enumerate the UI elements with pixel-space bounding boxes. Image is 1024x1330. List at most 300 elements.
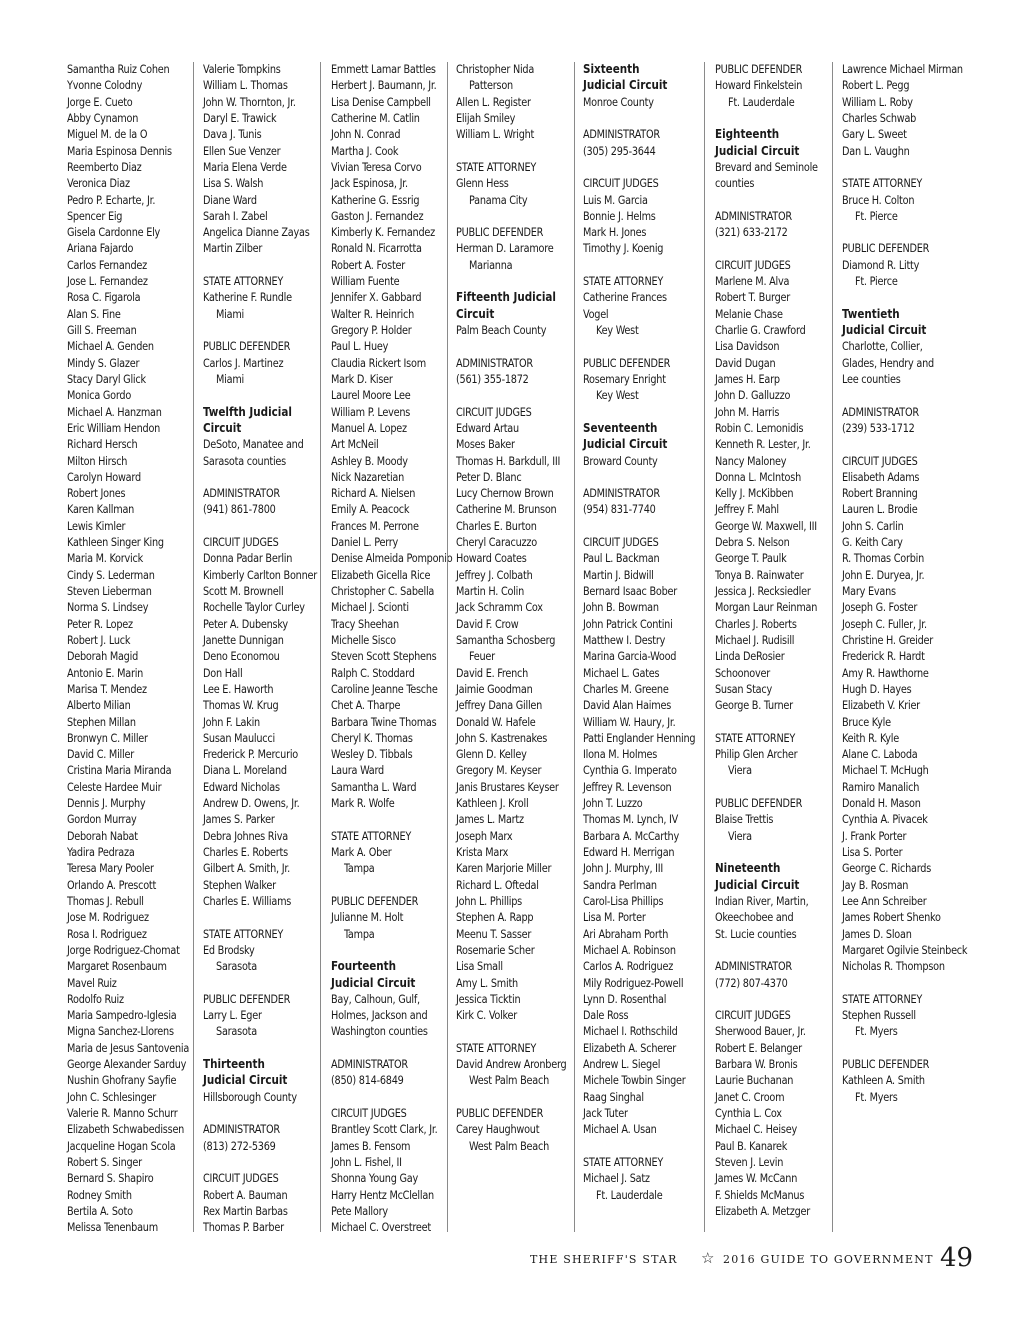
directory-entry: George C. Richards bbox=[842, 861, 932, 876]
directory-entry: Kimberly Carlton Bonner bbox=[203, 567, 317, 582]
directory-entry: Kathleen A. Smith bbox=[842, 1073, 925, 1088]
spacer bbox=[203, 469, 322, 485]
directory-entry: Paul L. Huey bbox=[331, 339, 389, 354]
spacer bbox=[715, 714, 834, 730]
directory-entry: Palm Beach County bbox=[456, 323, 547, 337]
directory-entry: Lynn D. Rosenthal bbox=[583, 991, 667, 1006]
directory-entry: Linda DeRosier bbox=[715, 649, 785, 664]
office-location: West Palm Beach bbox=[469, 1073, 549, 1088]
directory-entry: Nick Nazaretian bbox=[331, 469, 405, 484]
spacer bbox=[842, 224, 961, 240]
directory-entry: Charlotte, Collier, bbox=[842, 339, 923, 354]
circuit-heading: Eighteenth bbox=[715, 126, 780, 142]
directory-entry: Karen Kallman bbox=[67, 502, 135, 517]
directory-entry: Hillsborough County bbox=[203, 1089, 297, 1104]
spacer bbox=[203, 1040, 322, 1056]
directory-entry: Mark D. Kiser bbox=[331, 371, 393, 386]
directory-entry: Cheryl K. Thomas bbox=[331, 730, 413, 745]
directory-entry: Peter D. Blanc bbox=[456, 469, 522, 484]
directory-entry: Ariana Fajardo bbox=[67, 241, 134, 256]
directory-entry: Larry L. Eger bbox=[203, 1008, 262, 1023]
spacer bbox=[583, 159, 702, 175]
circuit-heading: Judicial Circuit bbox=[715, 876, 800, 892]
circuit-heading: Judicial Circuit bbox=[842, 322, 927, 337]
directory-entry: PUBLIC DEFENDER bbox=[583, 355, 671, 370]
directory-entry: Andrew L. Siegel bbox=[583, 1057, 661, 1072]
directory-entry: Michael J. Rudisill bbox=[715, 632, 795, 647]
directory-entry: Jose L. Fernandez bbox=[67, 274, 148, 289]
directory-entry: Kimberly K. Fernandez bbox=[331, 225, 436, 240]
directory-entry: Sarah I. Zabel bbox=[203, 208, 268, 223]
spacer bbox=[842, 387, 961, 403]
directory-entry: Mark H. Jones bbox=[583, 225, 647, 240]
directory-entry: Michael A. Hanzman bbox=[67, 404, 162, 419]
directory-entry: David Dugan bbox=[715, 355, 776, 370]
circuit-heading: Twentieth bbox=[842, 305, 900, 321]
directory-entry: Thomas J. Rebull bbox=[67, 893, 144, 908]
office-location: Ft. Myers bbox=[855, 1089, 898, 1104]
directory-entry: Lisa S. Porter bbox=[842, 845, 903, 859]
directory-entry: Teresa Mary Pooler bbox=[67, 861, 154, 876]
directory-entry: Carlos Fernandez bbox=[67, 257, 147, 272]
directory-entry: Mily Rodriguez-Powell bbox=[583, 975, 684, 990]
directory-entry: Deborah Magid bbox=[67, 649, 139, 664]
directory-entry: Janet C. Croom bbox=[715, 1089, 785, 1104]
directory-entry: Debra Johnes Riva bbox=[203, 828, 288, 843]
directory-column bbox=[715, 61, 834, 1219]
directory-entry: Jack Espinosa, Jr. bbox=[331, 176, 408, 191]
spacer bbox=[583, 1138, 702, 1154]
office-location: Miami bbox=[216, 371, 245, 386]
directory-entry: Gilbert A. Smith, Jr. bbox=[203, 861, 290, 876]
directory-entry: John W. Thornton, Jr. bbox=[203, 94, 296, 109]
directory-entry: James B. Fensom bbox=[331, 1138, 411, 1153]
spacer bbox=[331, 1040, 450, 1056]
directory-entry: Robert Branning bbox=[842, 486, 918, 501]
directory-entry: Deno Economou bbox=[203, 649, 280, 664]
directory-entry: Broward County bbox=[583, 453, 658, 468]
directory-entry: DeSoto, Manatee and bbox=[203, 437, 304, 452]
spacer bbox=[331, 877, 450, 893]
directory-entry: Elijah Smiley bbox=[456, 110, 516, 125]
directory-entry: Yadira Pedraza bbox=[67, 845, 135, 859]
directory-entry: Chet A. Tharpe bbox=[331, 698, 401, 713]
directory-entry: Timothy J. Koenig bbox=[583, 241, 664, 256]
directory-entry: Walter R. Heinrich bbox=[331, 306, 414, 321]
directory-entry: Margaret Rosenbaum bbox=[67, 959, 167, 974]
spacer bbox=[456, 208, 575, 224]
directory-entry: ADMINISTRATOR bbox=[583, 127, 660, 142]
directory-entry: Schoonover bbox=[715, 665, 770, 680]
directory-entry: PUBLIC DEFENDER bbox=[715, 796, 803, 811]
directory-entry: Deborah Nabat bbox=[67, 828, 138, 843]
directory-entry: Daryl E. Trawick bbox=[203, 110, 277, 125]
spacer bbox=[203, 1105, 322, 1121]
directory-entry: Michael I. Rothschild bbox=[583, 1024, 678, 1039]
directory-entry: Barbara A. McCarthy bbox=[583, 828, 679, 843]
column-divider bbox=[574, 62, 575, 1232]
directory-entry: James W. McCann bbox=[715, 1171, 798, 1186]
directory-entry: Robert A. Foster bbox=[331, 257, 406, 272]
directory-entry: Jack Schramm Cox bbox=[456, 600, 543, 615]
office-location: Viera bbox=[728, 828, 752, 843]
directory-entry: Kathleen Singer King bbox=[67, 535, 164, 550]
directory-entry: Vogel bbox=[583, 306, 609, 321]
directory-entry: Glenn D. Kelley bbox=[456, 747, 527, 762]
directory-entry: Richard Hersch bbox=[67, 437, 138, 452]
directory-entry: Orlando A. Prescott bbox=[67, 877, 157, 892]
directory-entry: Hugh D. Hayes bbox=[842, 681, 912, 696]
directory-entry: CIRCUIT JUDGES bbox=[456, 404, 532, 419]
directory-entry: Laura Ward bbox=[331, 763, 384, 778]
directory-entry: Richard A. Nielsen bbox=[331, 486, 416, 501]
directory-entry: Howard Coates bbox=[456, 551, 527, 566]
directory-entry: Mindy S. Glazer bbox=[67, 355, 140, 370]
circuit-heading: Circuit bbox=[203, 419, 242, 435]
directory-column bbox=[67, 61, 190, 1236]
directory-entry: George W. Maxwell, III bbox=[715, 518, 817, 533]
directory-entry: Janis Brustares Keyser bbox=[456, 779, 559, 794]
directory-entry: Stacy Daryl Glick bbox=[67, 371, 146, 386]
directory-entry: Diane Ward bbox=[203, 192, 257, 207]
directory-entry: Robert J. Luck bbox=[67, 632, 131, 647]
directory-entry: Jessica J. Recksiedler bbox=[715, 584, 811, 598]
spacer bbox=[715, 844, 834, 860]
directory-entry: G. Keith Cary bbox=[842, 535, 903, 550]
office-location: Key West bbox=[596, 323, 639, 337]
directory-entry: Tonya B. Rainwater bbox=[715, 567, 804, 582]
directory-entry: Sherwood Bauer, Jr. bbox=[715, 1024, 806, 1039]
directory-entry: John N. Conrad bbox=[331, 127, 401, 142]
directory-entry: William Fuente bbox=[331, 274, 400, 289]
directory-entry: Steven J. Levin bbox=[715, 1154, 784, 1169]
directory-entry: Vivian Teresa Corvo bbox=[331, 159, 422, 174]
directory-entry: Jack Tuter bbox=[583, 1106, 628, 1120]
directory-entry: Kirk C. Volker bbox=[456, 1008, 518, 1023]
directory-entry: Claudia Rickert Isom bbox=[331, 355, 426, 370]
directory-entry: (772) 807-4370 bbox=[715, 975, 788, 990]
directory-entry: Carolyn Howard bbox=[67, 469, 141, 484]
directory-entry: John L. Fishel, II bbox=[331, 1154, 402, 1169]
directory-entry: CIRCUIT JUDGES bbox=[331, 1106, 407, 1120]
directory-entry: Indian River, Martin, bbox=[715, 893, 809, 908]
office-location: Sarasota bbox=[216, 959, 257, 974]
directory-entry: Ralph C. Stoddard bbox=[331, 665, 415, 680]
directory-entry: Lucy Chernow Brown bbox=[456, 486, 554, 501]
directory-entry: Brantley Scott Clark, Jr. bbox=[331, 1122, 438, 1137]
directory-entry: Carlos A. Rodriguez bbox=[583, 959, 674, 974]
spacer bbox=[456, 1089, 575, 1105]
directory-entry: Samantha L. Ward bbox=[331, 779, 417, 794]
directory-entry: Nushin Ghofrany Sayfie bbox=[67, 1073, 177, 1088]
directory-entry: Christopher Nida bbox=[456, 62, 535, 76]
directory-entry: CIRCUIT JUDGES bbox=[203, 1171, 279, 1186]
office-location: Ft. Pierce bbox=[855, 274, 898, 289]
spacer bbox=[203, 387, 322, 403]
directory-entry: Lisa S. Walsh bbox=[203, 176, 264, 191]
directory-entry: Samantha Ruiz Cohen bbox=[67, 62, 170, 76]
directory-entry: Bernard Isaac Bober bbox=[583, 584, 678, 598]
directory-entry: James S. Parker bbox=[203, 812, 275, 827]
directory-entry: ADMINISTRATOR bbox=[203, 486, 280, 501]
directory-entry: Norma S. Lindsey bbox=[67, 600, 149, 615]
directory-entry: Robert A. Bauman bbox=[203, 1187, 288, 1202]
directory-entry: Jose M. Rodriguez bbox=[67, 910, 149, 925]
directory-entry: J. Frank Porter bbox=[842, 828, 907, 843]
directory-entry: Michael A. Usan bbox=[583, 1122, 657, 1137]
directory-entry: John T. Luzzo bbox=[583, 796, 643, 811]
directory-entry: Allen L. Register bbox=[456, 94, 531, 109]
directory-entry: Pete Mallory bbox=[331, 1203, 388, 1218]
directory-entry: Bernard S. Shapiro bbox=[67, 1171, 154, 1186]
spacer bbox=[456, 338, 575, 354]
directory-entry: David Andrew Aronberg bbox=[456, 1057, 567, 1072]
spacer bbox=[583, 404, 702, 420]
directory-entry: (561) 355-1872 bbox=[456, 371, 529, 386]
directory-entry: David E. French bbox=[456, 665, 529, 680]
guide-title: 2016 GUIDE TO GOVERNMENT bbox=[723, 1253, 934, 1266]
directory-entry: Michael C. Overstreet bbox=[331, 1220, 431, 1235]
directory-entry: Rosa I. Rodriguez bbox=[67, 926, 147, 941]
directory-entry: Stephen A. Rapp bbox=[456, 910, 534, 925]
directory-entry: James H. Earp bbox=[715, 371, 780, 386]
directory-entry: Elizabeth A. Metzger bbox=[715, 1203, 811, 1218]
directory-entry: (305) 295-3644 bbox=[583, 143, 656, 158]
column-divider bbox=[320, 62, 321, 1232]
directory-entry: Matthew I. Destry bbox=[583, 632, 666, 647]
directory-entry: John Patrick Contini bbox=[583, 616, 673, 631]
directory-entry: Joseph C. Fuller, Jr. bbox=[842, 616, 927, 631]
directory-entry: Martin J. Bidwill bbox=[583, 567, 654, 582]
directory-entry: PUBLIC DEFENDER bbox=[203, 991, 291, 1006]
directory-entry: ADMINISTRATOR bbox=[842, 404, 919, 419]
directory-entry: Ari Abraham Porth bbox=[583, 926, 669, 941]
spacer bbox=[583, 257, 702, 273]
directory-entry: Amy L. Smith bbox=[456, 975, 518, 990]
directory-entry: Donald H. Mason bbox=[842, 796, 921, 811]
directory-entry: Glades, Hendry and bbox=[842, 355, 934, 370]
directory-entry: Charles M. Greene bbox=[583, 681, 669, 696]
spacer bbox=[331, 1089, 450, 1105]
directory-entry: Dan L. Vaughn bbox=[842, 143, 910, 158]
circuit-heading: Fourteenth bbox=[331, 958, 396, 974]
directory-entry: Melanie Chase bbox=[715, 306, 783, 321]
directory-entry: Lewis Kimler bbox=[67, 518, 126, 533]
directory-entry: Melissa Tenenbaum bbox=[67, 1220, 158, 1235]
circuit-heading: Judicial Circuit bbox=[203, 1072, 288, 1088]
spacer bbox=[331, 811, 450, 827]
directory-column bbox=[331, 61, 453, 1236]
spacer bbox=[715, 942, 834, 958]
directory-entry: Diana L. Moreland bbox=[203, 763, 287, 778]
directory-entry: Lauren L. Brodie bbox=[842, 502, 918, 517]
directory-entry: Robert L. Pegg bbox=[842, 78, 910, 93]
directory-entry: Katherine G. Essrig bbox=[331, 192, 420, 207]
directory-entry: Kenneth R. Lester, Jr. bbox=[715, 437, 811, 452]
directory-entry: Charlie G. Crawford bbox=[715, 323, 806, 337]
directory-entry: Frances M. Perrone bbox=[331, 518, 419, 533]
directory-entry: PUBLIC DEFENDER bbox=[842, 1057, 930, 1072]
column-divider bbox=[832, 62, 833, 1232]
spacer bbox=[842, 159, 961, 175]
directory-entry: Elizabeth V. Krier bbox=[842, 698, 920, 713]
spacer bbox=[203, 1154, 322, 1170]
directory-entry: Michael T. McHugh bbox=[842, 763, 929, 778]
directory-entry: Rochelle Taylor Curley bbox=[203, 600, 305, 615]
directory-entry: PUBLIC DEFENDER bbox=[203, 339, 291, 354]
directory-entry: Miguel M. de la O bbox=[67, 127, 148, 142]
directory-entry: John M. Harris bbox=[715, 404, 780, 419]
directory-entry: William W. Haury, Jr. bbox=[583, 714, 676, 729]
spacer bbox=[715, 779, 834, 795]
directory-entry: Margaret Ogilvie Steinbeck bbox=[842, 942, 968, 957]
column-divider bbox=[704, 62, 705, 1232]
directory-entry: Emily A. Peacock bbox=[331, 502, 410, 517]
directory-entry: Rodney Smith bbox=[67, 1187, 132, 1202]
directory-entry: Dava J. Tunis bbox=[203, 127, 262, 142]
directory-entry: Gordon Murray bbox=[67, 812, 137, 827]
circuit-heading: Twelfth Judicial bbox=[203, 403, 292, 419]
directory-entry: Steven Lieberman bbox=[67, 584, 152, 598]
directory-entry: George Alexander Sarduy bbox=[67, 1057, 187, 1072]
directory-entry: Steven Scott Stephens bbox=[331, 649, 437, 664]
directory-entry: Cheryl Caracuzzo bbox=[456, 535, 537, 550]
directory-entry: Gaston J. Fernandez bbox=[331, 208, 424, 223]
directory-entry: Ramiro Manalich bbox=[842, 779, 920, 794]
directory-entry: Lisa Small bbox=[456, 959, 503, 974]
directory-entry: PUBLIC DEFENDER bbox=[456, 225, 544, 240]
spacer bbox=[583, 110, 702, 126]
directory-entry: Diamond R. Litty bbox=[842, 257, 920, 272]
spacer bbox=[842, 436, 961, 452]
directory-entry: Lee Ann Schreiber bbox=[842, 893, 927, 908]
directory-entry: Glenn Hess bbox=[456, 176, 509, 191]
directory-entry: James L. Martz bbox=[456, 812, 524, 827]
directory-entry: Susan Maulucci bbox=[203, 730, 275, 745]
directory-entry: Donna L. McIntosh bbox=[715, 469, 801, 484]
directory-entry: Ashley B. Moody bbox=[331, 453, 408, 468]
spacer bbox=[456, 273, 575, 289]
directory-entry: Laurel Moore Lee bbox=[331, 388, 411, 403]
page-footer bbox=[530, 1243, 974, 1273]
directory-entry: Herbert J. Baumann, Jr. bbox=[331, 78, 437, 93]
directory-entry: STATE ATTORNEY bbox=[842, 176, 923, 191]
directory-entry: Rosa C. Figarola bbox=[67, 290, 141, 305]
directory-entry: Gisela Cardonne Ely bbox=[67, 225, 161, 240]
office-location: Marianna bbox=[469, 257, 513, 272]
directory-entry: Cindy S. Lederman bbox=[67, 567, 155, 582]
directory-entry: Nancy Maloney bbox=[715, 453, 787, 468]
circuit-heading: Nineteenth bbox=[715, 860, 781, 876]
directory-entry: PUBLIC DEFENDER bbox=[842, 241, 930, 256]
directory-entry: Carlos J. Martinez bbox=[203, 355, 284, 370]
directory-entry: STATE ATTORNEY bbox=[203, 274, 284, 289]
directory-column bbox=[842, 61, 968, 1105]
directory-entry: Alberto Milian bbox=[67, 698, 131, 713]
directory-column bbox=[203, 61, 322, 1236]
directory-entry: John L. Phillips bbox=[456, 893, 523, 908]
directory-entry: PUBLIC DEFENDER bbox=[331, 893, 419, 908]
directory-entry: Eric William Hendon bbox=[67, 420, 161, 435]
directory-entry: Reemberto Diaz bbox=[67, 159, 142, 174]
directory-entry: Barbara Twine Thomas bbox=[331, 714, 437, 729]
page-number: 49 bbox=[940, 1243, 974, 1273]
spacer bbox=[456, 1023, 575, 1039]
directory-entry: Cristina Maria Miranda bbox=[67, 763, 172, 778]
circuit-heading: Sixteenth bbox=[583, 61, 640, 76]
spacer bbox=[203, 322, 322, 338]
directory-entry: Scott M. Brownell bbox=[203, 584, 284, 598]
directory-entry: Art McNeil bbox=[331, 437, 379, 452]
directory-entry: Milton Hirsch bbox=[67, 453, 128, 468]
directory-entry: Cynthia L. Cox bbox=[715, 1106, 782, 1120]
star-icon: ☆ bbox=[701, 1249, 715, 1267]
directory-entry: Holmes, Jackson and bbox=[331, 1008, 428, 1023]
directory-entry: Laurie Buchanan bbox=[715, 1073, 794, 1088]
directory-entry: Wesley D. Tibbals bbox=[331, 747, 413, 762]
directory-entry: Elizabeth Schwabedissen bbox=[67, 1122, 185, 1137]
directory-entry: George B. Turner bbox=[715, 698, 793, 713]
directory-entry: Rex Martin Barbas bbox=[203, 1203, 288, 1218]
directory-entry: Blaise Trettis bbox=[715, 812, 774, 827]
directory-entry: Dennis J. Murphy bbox=[67, 796, 146, 811]
directory-entry: Ellen Sue Venzer bbox=[203, 143, 281, 158]
directory-entry: R. Thomas Corbin bbox=[842, 551, 925, 566]
directory-entry: Barbara W. Bronis bbox=[715, 1057, 798, 1072]
directory-entry: Martha J. Cook bbox=[331, 143, 399, 158]
directory-entry: Janette Dunnigan bbox=[203, 632, 284, 647]
spacer bbox=[331, 942, 450, 958]
directory-entry: ADMINISTRATOR bbox=[203, 1122, 280, 1137]
directory-entry: Bruce Kyle bbox=[842, 714, 891, 729]
directory-entry: Martin Zilber bbox=[203, 241, 263, 256]
directory-entry: Alan S. Fine bbox=[67, 306, 121, 321]
directory-entry: Washington counties bbox=[331, 1024, 428, 1039]
directory-entry: Emmett Lamar Battles bbox=[331, 62, 436, 76]
directory-entry: Mark A. Ober bbox=[331, 845, 392, 859]
directory-entry: ADMINISTRATOR bbox=[456, 355, 533, 370]
directory-entry: David C. Miller bbox=[67, 747, 134, 762]
spacer bbox=[715, 110, 834, 126]
directory-entry: Monroe County bbox=[583, 94, 654, 109]
directory-entry: James Robert Shenko bbox=[842, 910, 941, 925]
spacer bbox=[203, 909, 322, 925]
directory-entry: Marlene M. Alva bbox=[715, 274, 790, 289]
directory-entry: Brevard and Seminole bbox=[715, 159, 818, 174]
directory-entry: Gregory M. Keyser bbox=[456, 763, 542, 778]
directory-entry: Christopher C. Sabella bbox=[331, 584, 435, 598]
office-location: Viera bbox=[728, 763, 752, 778]
directory-entry: Frederick P. Mercurio bbox=[203, 747, 298, 762]
directory-entry: Pedro P. Echarte, Jr. bbox=[67, 192, 156, 207]
directory-entry: Jeffrey J. Colbath bbox=[456, 567, 533, 582]
directory-entry: Marisa T. Mendez bbox=[67, 681, 147, 696]
directory-entry: Andrew D. Owens, Jr. bbox=[203, 796, 300, 811]
directory-entry: Howard Finkelstein bbox=[715, 78, 803, 93]
directory-entry: (813) 272-5369 bbox=[203, 1138, 276, 1153]
directory-entry: Donald W. Hafele bbox=[456, 714, 536, 729]
directory-entry: Edward H. Merrigan bbox=[583, 845, 675, 859]
directory-entry: STATE ATTORNEY bbox=[331, 828, 412, 843]
directory-entry: Lisa Davidson bbox=[715, 339, 780, 354]
directory-entry: Michele Towbin Singer bbox=[583, 1073, 686, 1088]
directory-entry: Michael A. Genden bbox=[67, 339, 154, 354]
circuit-heading: Fifteenth Judicial bbox=[456, 289, 556, 305]
directory-entry: Raag Singhal bbox=[583, 1089, 644, 1104]
directory-entry: Maria de Jesus Santovenia bbox=[67, 1040, 190, 1055]
directory-entry: Gregory P. Holder bbox=[331, 323, 412, 337]
directory-entry: Michael C. Heisey bbox=[715, 1122, 797, 1137]
